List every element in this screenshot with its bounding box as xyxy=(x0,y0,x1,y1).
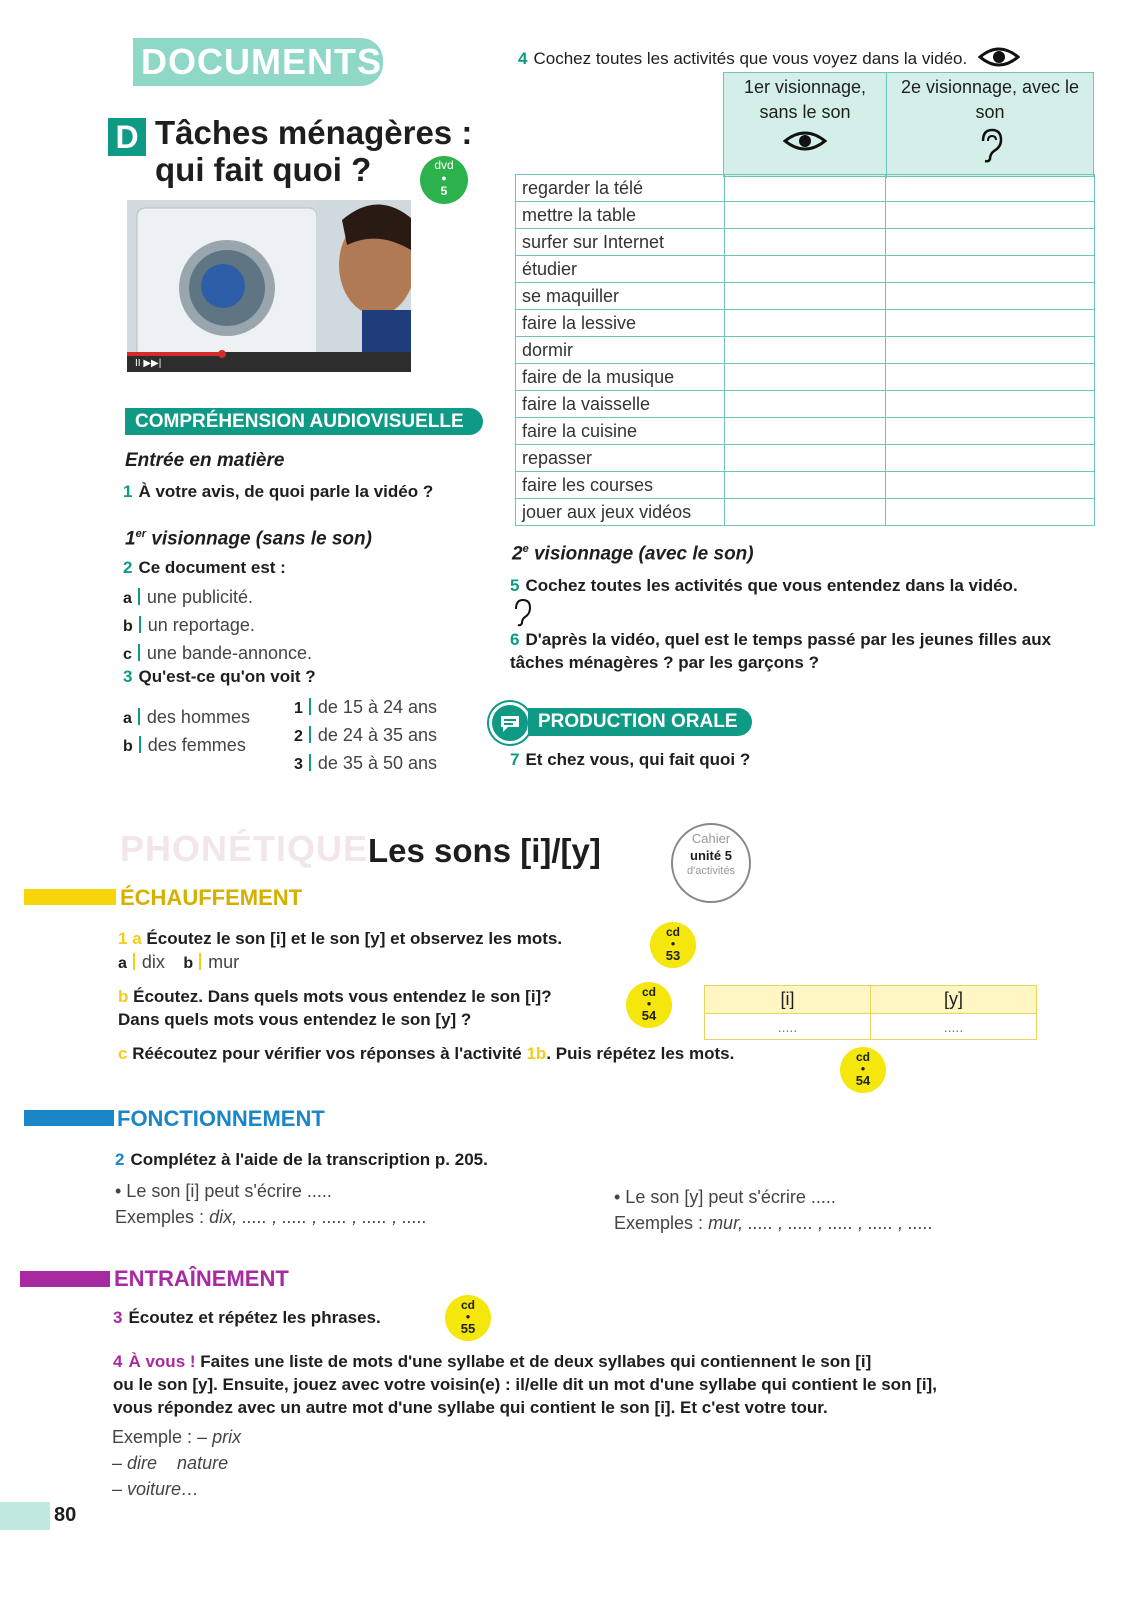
activity-label: faire les courses xyxy=(516,472,725,499)
phon-q4-line3: vous répondez avec un autre mot d'une syllabe qui contient le son [i]. Et c'est votre tour. xyxy=(113,1398,828,1417)
question-5 xyxy=(510,575,1030,633)
option-letter: a xyxy=(123,710,132,727)
q6-number: 6 xyxy=(510,630,520,649)
q1c-letter: c xyxy=(118,1044,128,1063)
cd-label: cd xyxy=(665,925,680,939)
option-text: des hommes xyxy=(146,707,250,727)
checkbox-cell-vis2[interactable] xyxy=(886,418,1095,445)
cd-track: 54 xyxy=(855,1073,871,1088)
video-thumbnail[interactable] xyxy=(127,200,411,372)
visionnage-2-heading: 2e visionnage (avec le son) xyxy=(512,543,754,565)
dvd-number: 5 xyxy=(440,184,448,198)
q6-text: D'après la vidéo, quel est le temps passé par les jeunes filles aux tâches ménagères ? par les garçons ? xyxy=(510,630,1052,672)
col2-header xyxy=(887,73,1093,178)
echauffement-heading: ÉCHAUFFEMENT xyxy=(120,885,303,910)
option-letter: c xyxy=(123,646,132,663)
checkbox-cell-vis2[interactable] xyxy=(886,229,1095,256)
phon-q1c xyxy=(118,1044,734,1064)
q2-number: 2 xyxy=(123,558,133,577)
q4-number: 4 xyxy=(518,48,528,68)
checkbox-cell-vis1[interactable] xyxy=(725,229,886,256)
cd-badge-54b[interactable]: cd ● 54 xyxy=(840,1047,886,1093)
q3-left-options xyxy=(123,704,250,760)
option-letter: 2 xyxy=(294,728,303,745)
checkbox-cell-vis1[interactable] xyxy=(725,310,886,337)
question-2 xyxy=(123,558,286,578)
activity-row xyxy=(516,364,1095,391)
cd-track: 53 xyxy=(665,948,681,963)
activity-row xyxy=(516,391,1095,418)
activity-row xyxy=(516,229,1095,256)
q1b-line1: Écoutez. Dans quels mots vous entendez le son [i]? xyxy=(133,987,552,1006)
page-number: 80 xyxy=(54,1504,77,1526)
question-4 xyxy=(518,45,1020,74)
q2-option[interactable] xyxy=(123,584,312,612)
q1b-line2: Dans quels mots vous entendez le son [y] ? xyxy=(118,1010,472,1029)
question-7 xyxy=(510,750,750,770)
q1a-text: Écoutez le son [i] et le son [y] et observez les mots. xyxy=(146,929,563,948)
cd-badge-55[interactable]: cd ● 55 xyxy=(445,1295,491,1341)
cd-track: 55 xyxy=(460,1321,476,1336)
checkbox-cell-vis1[interactable] xyxy=(725,391,886,418)
option-text: de 15 à 24 ans xyxy=(317,697,438,717)
q1c-pre: Réécoutez pour vérifier vos réponses à l'activité xyxy=(132,1044,522,1063)
q1c-ref: 1b xyxy=(526,1044,547,1063)
activity-row xyxy=(516,472,1095,499)
checkbox-cell-vis2[interactable] xyxy=(886,202,1095,229)
activity-row xyxy=(516,202,1095,229)
phon-q2 xyxy=(115,1150,488,1170)
q4-text: Cochez toutes les activités que vous voyez dans la vidéo. xyxy=(533,48,968,68)
checkbox-cell-vis2[interactable] xyxy=(886,337,1095,364)
documents-banner: DOCUMENTS xyxy=(133,38,383,86)
entrainement-heading: ENTRAÎNEMENT xyxy=(114,1266,289,1291)
example-1: – prix xyxy=(197,1427,242,1447)
title-line-1: Tâches ménagères : xyxy=(155,114,473,151)
phon-q1b xyxy=(118,985,552,1031)
fonction-right-ex: Exemples : xyxy=(614,1213,704,1233)
cd-track: 54 xyxy=(641,1008,657,1023)
col1-header xyxy=(724,73,887,178)
ear-icon xyxy=(887,127,1093,170)
option-letter: b xyxy=(123,618,133,635)
phonetique-title: Les sons [i]/[y] xyxy=(368,832,601,869)
checkbox-cell-vis2[interactable] xyxy=(886,499,1095,526)
option-letter: b xyxy=(123,738,133,755)
word-text: mur xyxy=(208,952,240,972)
activity-label: faire la vaisselle xyxy=(516,391,725,418)
cd-label: cd xyxy=(855,1050,870,1064)
q3-right-options xyxy=(294,694,437,778)
phon-q2-number: 2 xyxy=(115,1150,125,1169)
activity-label: mettre la table xyxy=(516,202,725,229)
activity-label: faire la lessive xyxy=(516,310,725,337)
checkbox-cell-vis1[interactable] xyxy=(725,418,886,445)
col-y-header: [y] xyxy=(871,986,1037,1014)
activity-row xyxy=(516,418,1095,445)
checkbox-cell-vis2[interactable] xyxy=(886,175,1095,202)
cd-label: cd xyxy=(460,1298,475,1312)
q3-number: 3 xyxy=(123,667,133,686)
option-text: une publicité. xyxy=(146,587,253,607)
activity-label: dormir xyxy=(516,337,725,364)
checkbox-cell-vis2[interactable] xyxy=(886,364,1095,391)
q2-options xyxy=(123,584,312,668)
video-still xyxy=(127,200,411,372)
phon-q4-number: 4 xyxy=(113,1352,123,1371)
checkbox-cell-vis2[interactable] xyxy=(886,445,1095,472)
option-text: une bande-annonce. xyxy=(146,643,313,663)
phonetique-label: PHONÉTIQUE xyxy=(120,828,369,869)
checkbox-cell-vis1[interactable] xyxy=(725,445,886,472)
entree-heading: Entrée en matière xyxy=(125,450,285,471)
activity-row xyxy=(516,283,1095,310)
phon-q4-lead: À vous ! xyxy=(128,1352,196,1371)
checkbox-cell-vis2[interactable] xyxy=(886,256,1095,283)
question-6 xyxy=(510,628,1100,674)
checkbox-cell-vis1[interactable] xyxy=(725,472,886,499)
production-banner: PRODUCTION ORALE xyxy=(528,708,752,736)
video-controls[interactable]: II ▶▶| xyxy=(135,358,162,369)
activity-label: jouer aux jeux vidéos xyxy=(516,499,725,526)
eye-icon xyxy=(978,45,1020,74)
activity-row xyxy=(516,310,1095,337)
example-label: Exemple : xyxy=(112,1427,193,1447)
q2-option[interactable] xyxy=(123,640,312,668)
example-block xyxy=(112,1424,241,1502)
activity-label: repasser xyxy=(516,445,725,472)
entrainement-bar xyxy=(20,1271,110,1287)
fonctionnement-bar xyxy=(24,1110,114,1126)
activity-row xyxy=(516,337,1095,364)
activity-row xyxy=(516,445,1095,472)
col2-label: 2e visionnage, avec le son xyxy=(900,77,1080,122)
phon-q2-text: Complétez à l'aide de la transcription p. 205. xyxy=(130,1150,488,1169)
q3-option[interactable] xyxy=(123,732,250,760)
example-3: – voiture… xyxy=(112,1479,200,1499)
activity-label: surfer sur Internet xyxy=(516,229,725,256)
fonction-left-words: dix, ..... , ..... , ..... , ..... , ..... xyxy=(209,1207,428,1227)
phon-q3-number: 3 xyxy=(113,1308,123,1327)
q3-age-option[interactable] xyxy=(294,722,437,750)
question-3 xyxy=(123,667,316,687)
activities-table xyxy=(515,174,1095,526)
phon-q3-text: Écoutez et répétez les phrases. xyxy=(128,1308,381,1327)
fonction-left-ex: Exemples : xyxy=(115,1207,205,1227)
fonction-left xyxy=(115,1178,427,1230)
option-text: des femmes xyxy=(147,735,246,755)
checkbox-cell-vis1[interactable] xyxy=(725,283,886,310)
col-i-header: [i] xyxy=(705,986,871,1014)
option-text: de 24 à 35 ans xyxy=(317,725,438,745)
q7-number: 7 xyxy=(510,750,520,769)
option-text: un reportage. xyxy=(147,615,255,635)
word-letter: b xyxy=(183,955,194,972)
activity-row xyxy=(516,175,1095,202)
q1-number: 1 xyxy=(123,482,133,501)
activity-label: regarder la télé xyxy=(516,175,725,202)
title-line-2: qui fait quoi ? xyxy=(155,151,372,188)
dvd-label: dvd xyxy=(434,158,454,172)
option-letter: a xyxy=(123,590,132,607)
q5-text: Cochez toutes les activités que vous entendez dans la vidéo. xyxy=(525,576,1018,595)
fonction-right-words: mur, ..... , ..... , ..... , ..... , ..... xyxy=(708,1213,934,1233)
q1a-number: 1 xyxy=(118,929,128,948)
checkbox-cell-vis2[interactable] xyxy=(886,283,1095,310)
activity-label: faire de la musique xyxy=(516,364,725,391)
activities-table-header xyxy=(723,72,1094,177)
q3-age-option[interactable] xyxy=(294,750,437,778)
word-text: dix xyxy=(141,952,165,972)
i-y-table xyxy=(704,985,1037,1040)
visionnage-1-heading: 1er visionnage (sans le son) xyxy=(125,528,372,550)
q1b-letter: b xyxy=(118,987,129,1006)
phon-q3 xyxy=(113,1308,381,1328)
cd-badge-54[interactable]: cd ● 54 xyxy=(626,982,672,1028)
checkbox-cell-vis2[interactable] xyxy=(886,472,1095,499)
phon-q4-line2: ou le son [y]. Ensuite, jouez avec votre voisin(e) : il/elle dit un mot d'une syllabe qui contient le son [i], xyxy=(113,1375,937,1394)
checkbox-cell-vis1[interactable] xyxy=(725,499,886,526)
q3-age-option[interactable] xyxy=(294,694,437,722)
question-1 xyxy=(123,482,433,502)
activity-row xyxy=(516,256,1095,283)
q1-text: À votre avis, de quoi parle la vidéo ? xyxy=(138,482,434,501)
checkbox-cell-vis1[interactable] xyxy=(725,337,886,364)
q7-text: Et chez vous, qui fait quoi ? xyxy=(525,750,751,769)
example-2b: nature xyxy=(177,1453,229,1473)
activity-label: se maquiller xyxy=(516,283,725,310)
word-letter: a xyxy=(118,955,127,972)
q5-number: 5 xyxy=(510,576,520,595)
activity-label: étudier xyxy=(516,256,725,283)
fonction-right-line1: • Le son [y] peut s'écrire ..... xyxy=(614,1187,836,1207)
echauffement-bar xyxy=(24,889,116,905)
q2-option[interactable] xyxy=(123,612,312,640)
eye-icon xyxy=(724,129,886,160)
phon-q1a xyxy=(118,929,562,949)
q1a-words xyxy=(118,952,239,973)
example-2: – dire xyxy=(112,1453,158,1473)
option-letter: 1 xyxy=(294,700,303,717)
fonction-right xyxy=(614,1184,933,1236)
q3-option[interactable] xyxy=(123,704,250,732)
fonction-left-line1: • Le son [i] peut s'écrire ..... xyxy=(115,1181,332,1201)
checkbox-cell-vis2[interactable] xyxy=(886,310,1095,337)
q1c-post: . Puis répétez les mots. xyxy=(546,1044,735,1063)
checkbox-cell-vis1[interactable] xyxy=(725,256,886,283)
cahier-top: Cahier xyxy=(691,831,731,846)
cd-label: cd xyxy=(641,985,656,999)
comprehension-banner: COMPRÉHENSION AUDIOVISUELLE xyxy=(125,408,483,435)
col-y-blank[interactable]: ..... xyxy=(871,1014,1037,1040)
activity-label: faire la cuisine xyxy=(516,418,725,445)
phon-q4 xyxy=(113,1350,1093,1419)
cahier-unit: unité 5 xyxy=(690,848,732,863)
cahier-bottom: d'activités xyxy=(687,865,735,877)
col1-label: 1er visionnage, sans le son xyxy=(743,77,867,122)
checkbox-cell-vis1[interactable] xyxy=(725,364,886,391)
fonctionnement-heading: FONCTIONNEMENT xyxy=(117,1106,325,1131)
checkbox-cell-vis2[interactable] xyxy=(886,391,1095,418)
col-i-blank[interactable]: ..... xyxy=(705,1014,871,1040)
q2-text: Ce document est : xyxy=(138,558,286,577)
section-letter: D xyxy=(108,118,146,156)
speech-icon xyxy=(489,702,531,744)
dvd-badge: dvd ● 5 xyxy=(420,156,468,204)
cahier-stamp xyxy=(671,823,751,903)
checkbox-cell-vis1[interactable] xyxy=(725,175,886,202)
phon-q4-line1: Faites une liste de mots d'une syllabe et de deux syllabes qui contiennent le son [i] xyxy=(200,1352,872,1371)
checkbox-cell-vis1[interactable] xyxy=(725,202,886,229)
option-text: de 35 à 50 ans xyxy=(317,753,438,773)
cd-badge-53[interactable]: cd ● 53 xyxy=(650,922,696,968)
q1a-letter: a xyxy=(132,929,142,948)
page-number-tab xyxy=(0,1502,50,1530)
q3-text: Qu'est-ce qu'on voit ? xyxy=(138,667,316,686)
activity-row xyxy=(516,499,1095,526)
option-letter: 3 xyxy=(294,756,303,773)
